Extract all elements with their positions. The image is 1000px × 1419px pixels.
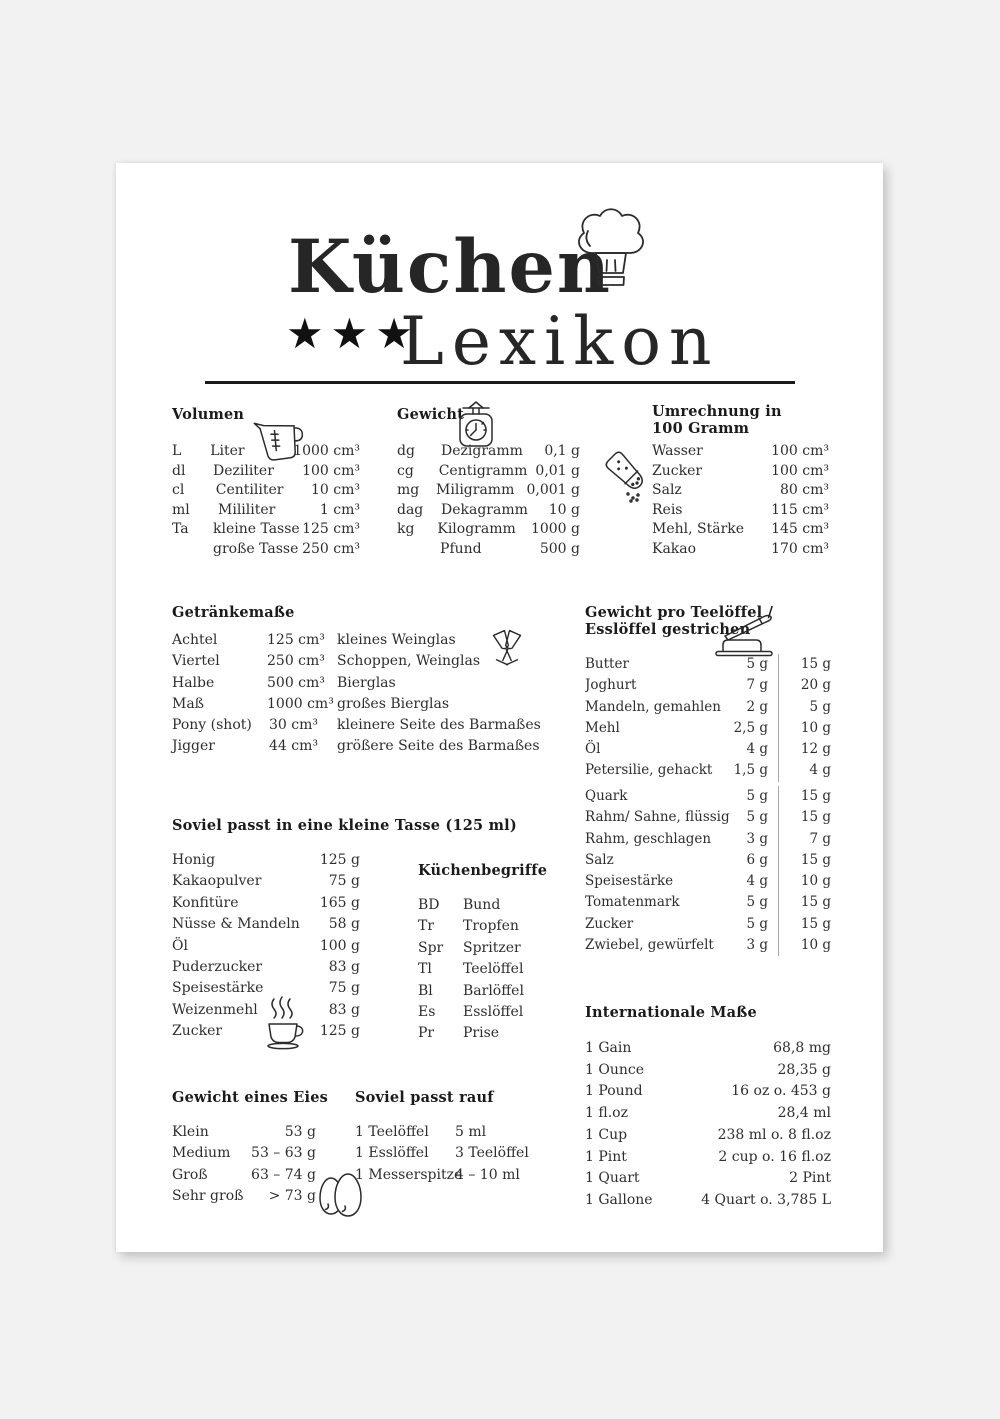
unit-abbr: dl bbox=[172, 462, 186, 479]
spoon-value: 4 – 10 ml bbox=[455, 1166, 520, 1183]
measure-name: Pony (shot) bbox=[172, 717, 252, 734]
term-name: Bund bbox=[463, 897, 501, 913]
umrechnung-heading-line2: 100 Gramm bbox=[652, 420, 750, 437]
measure-value: 30 cm³ bbox=[269, 717, 318, 734]
table-row bbox=[172, 957, 360, 978]
table-row bbox=[172, 630, 592, 651]
table-row bbox=[585, 829, 831, 850]
measure-name: Achtel bbox=[172, 632, 218, 648]
unit-name: Centiliter bbox=[215, 482, 284, 498]
table-row bbox=[397, 501, 580, 521]
ingredient-name: Kakao bbox=[652, 540, 697, 557]
teaspoon-value: 5 g bbox=[746, 915, 768, 932]
table-row bbox=[172, 850, 360, 871]
measure-value: 16 oz o. 453 g bbox=[731, 1083, 831, 1100]
ingredient-name: Salz bbox=[585, 851, 614, 868]
table-row bbox=[585, 654, 831, 675]
title-divider-rule bbox=[205, 381, 795, 384]
egg-size: Klein bbox=[172, 1124, 209, 1140]
unit-name: Centigramm bbox=[438, 462, 528, 479]
unit-value: 500 g bbox=[539, 540, 580, 557]
table-row bbox=[418, 1023, 558, 1044]
tablespoon-value: 10 g bbox=[778, 718, 831, 739]
butter-knife-icon bbox=[713, 609, 775, 657]
table-row bbox=[652, 442, 829, 462]
teaspoon-value: 3 g bbox=[746, 830, 768, 847]
term-name: Teelöffel bbox=[463, 961, 524, 978]
ingredient-value: 83 g bbox=[328, 1001, 360, 1018]
ingredient-name: Honig bbox=[172, 852, 216, 868]
table-row bbox=[585, 718, 831, 739]
gewicht-table bbox=[397, 442, 580, 559]
teaspoon-value: 5 g bbox=[746, 656, 768, 672]
ingredient-name: Mehl, Stärke bbox=[652, 521, 745, 537]
measure-name: 1 Gain bbox=[585, 1040, 632, 1056]
egg-size: Groß bbox=[172, 1166, 208, 1183]
tablespoon-value: 15 g bbox=[778, 850, 831, 871]
gewicht-heading: Gewicht bbox=[397, 406, 465, 423]
kuechenbegriffe-table bbox=[418, 895, 558, 1045]
term-abbr: Bl bbox=[418, 982, 433, 999]
umrechnung-heading-line1: Umrechnung in bbox=[652, 403, 782, 420]
ingredient-value: 100 g bbox=[319, 937, 360, 954]
ingredient-value: 145 cm³ bbox=[771, 521, 829, 537]
table-row bbox=[355, 1165, 567, 1186]
term-abbr: Tr bbox=[418, 918, 435, 935]
table-row bbox=[585, 1190, 831, 1212]
unit-value: 1000 cm³ bbox=[293, 443, 360, 459]
title-word-lexikon: Lexikon bbox=[400, 303, 720, 380]
ingredient-value: 125 g bbox=[319, 852, 360, 868]
unit-abbr: L bbox=[172, 443, 182, 459]
measure-value: 28,35 g bbox=[777, 1061, 831, 1078]
table-row bbox=[172, 442, 360, 462]
table-row bbox=[585, 1081, 831, 1103]
tablespoon-value: 20 g bbox=[778, 675, 831, 696]
loeffel-heading-line2: Esslöffel gestrichen bbox=[585, 621, 751, 638]
table-row bbox=[418, 1002, 558, 1023]
poster-page bbox=[116, 163, 883, 1252]
ingredient-value: 125 g bbox=[319, 1023, 360, 1040]
ingredient-name: Kakaopulver bbox=[172, 873, 262, 890]
measure-name: 1 Pint bbox=[585, 1148, 627, 1165]
spoon-value: 5 ml bbox=[455, 1124, 487, 1140]
ingredient-name: Konfitüre bbox=[172, 894, 239, 911]
term-abbr: Es bbox=[418, 1004, 436, 1021]
term-name: Barlöffel bbox=[463, 982, 524, 999]
ingredient-name: Öl bbox=[172, 937, 188, 954]
teaspoon-value: 1,5 g bbox=[733, 762, 768, 779]
table-row bbox=[652, 481, 829, 501]
ingredient-name: Joghurt bbox=[585, 677, 637, 694]
table-row bbox=[585, 935, 831, 956]
measure-value: 125 cm³ bbox=[267, 632, 325, 648]
unit-name: Mililiter bbox=[218, 501, 276, 518]
ingredient-name: Zucker bbox=[652, 462, 703, 479]
table-row bbox=[355, 1122, 567, 1143]
unit-name: Deziliter bbox=[212, 462, 274, 479]
international-table bbox=[585, 1038, 831, 1212]
tablespoon-value: 10 g bbox=[778, 871, 831, 892]
ingredient-name: Puderzucker bbox=[172, 959, 263, 976]
table-row bbox=[585, 675, 831, 696]
table-row bbox=[397, 462, 580, 482]
measure-name: Viertel bbox=[172, 653, 220, 670]
table-row bbox=[585, 697, 831, 718]
kuechenbegriffe-heading: Küchenbegriffe bbox=[418, 862, 548, 879]
unit-name: Pfund bbox=[440, 540, 482, 557]
unit-abbr: ml bbox=[172, 501, 190, 518]
teaspoon-value: 2,5 g bbox=[733, 719, 768, 736]
loeffel-table-group1 bbox=[585, 654, 831, 782]
teaspoon-value: 2 g bbox=[746, 698, 768, 715]
eies-heading: Gewicht eines Eies bbox=[172, 1089, 328, 1106]
measure-value: 250 cm³ bbox=[267, 653, 325, 670]
ingredient-name: Tomatenmark bbox=[585, 894, 680, 911]
measure-value: 2 Pint bbox=[789, 1170, 831, 1187]
measure-description: kleinere Seite des Barmaßes bbox=[337, 717, 541, 734]
volumen-table bbox=[172, 442, 360, 559]
ingredient-name: Quark bbox=[585, 788, 628, 804]
table-row bbox=[172, 501, 360, 521]
tablespoon-value: 15 g bbox=[778, 807, 831, 828]
tablespoon-value: 15 g bbox=[778, 786, 831, 807]
table-row bbox=[585, 1103, 831, 1125]
table-row bbox=[585, 807, 831, 828]
table-row bbox=[172, 736, 592, 757]
tablespoon-value: 4 g bbox=[778, 760, 831, 781]
table-row bbox=[172, 520, 360, 540]
table-row bbox=[585, 760, 831, 781]
table-row bbox=[585, 871, 831, 892]
term-name: Prise bbox=[463, 1025, 500, 1042]
measure-value: 44 cm³ bbox=[269, 738, 318, 755]
ingredient-value: 80 cm³ bbox=[780, 482, 829, 498]
measure-value: 28,4 ml bbox=[777, 1105, 831, 1122]
measure-value: 500 cm³ bbox=[267, 674, 325, 691]
table-row bbox=[172, 1165, 316, 1186]
spoon-name: 1 Teelöffel bbox=[355, 1124, 429, 1140]
table-row bbox=[652, 501, 829, 521]
measure-name: 1 Quart bbox=[585, 1170, 640, 1187]
measure-value: 2 cup o. 16 fl.oz bbox=[718, 1148, 831, 1165]
egg-weight: 63 – 74 g bbox=[251, 1166, 316, 1183]
table-row bbox=[418, 959, 558, 980]
table-row bbox=[585, 1038, 831, 1060]
unit-value: 0,01 g bbox=[535, 462, 580, 479]
ingredient-name: Butter bbox=[585, 656, 629, 672]
eies-table bbox=[172, 1122, 316, 1208]
table-row bbox=[397, 520, 580, 540]
measure-description: Bierglas bbox=[337, 674, 396, 691]
egg-size: Sehr groß bbox=[172, 1188, 244, 1205]
teaspoon-value: 5 g bbox=[746, 788, 768, 804]
table-row bbox=[172, 1143, 316, 1164]
ingredient-value: 165 g bbox=[319, 894, 360, 911]
measure-name: Halbe bbox=[172, 674, 215, 691]
term-name: Spritzer bbox=[463, 939, 521, 956]
ingredient-name: Petersilie, gehackt bbox=[585, 762, 713, 779]
table-row bbox=[172, 715, 592, 736]
tablespoon-value: 7 g bbox=[778, 829, 831, 850]
measure-name: 1 fl.oz bbox=[585, 1105, 628, 1122]
table-row bbox=[397, 540, 580, 560]
tablespoon-value: 10 g bbox=[778, 935, 831, 956]
teaspoon-value: 4 g bbox=[746, 741, 768, 758]
egg-weight: > 73 g bbox=[268, 1188, 316, 1205]
ingredient-name: Mehl bbox=[585, 719, 620, 736]
ingredient-name: Zucker bbox=[172, 1023, 223, 1040]
table-row bbox=[172, 871, 360, 892]
measure-value: 4 Quart o. 3,785 L bbox=[701, 1191, 831, 1208]
term-abbr: Spr bbox=[418, 939, 444, 956]
measure-description: größere Seite des Barmaßes bbox=[337, 738, 540, 755]
table-row bbox=[397, 442, 580, 462]
unit-value: 0,1 g bbox=[544, 443, 580, 459]
rauf-heading: Soviel passt rauf bbox=[355, 1089, 494, 1106]
spoon-name: 1 Messerspitze bbox=[355, 1166, 463, 1183]
term-abbr: Tl bbox=[418, 961, 432, 978]
measure-name: 1 Ounce bbox=[585, 1061, 644, 1078]
table-row bbox=[585, 850, 831, 871]
table-row bbox=[585, 1168, 831, 1190]
measure-description: kleines Weinglas bbox=[337, 632, 456, 648]
unit-name: Miligramm bbox=[436, 482, 515, 498]
ingredient-name: Speisestärke bbox=[585, 873, 674, 890]
table-row bbox=[172, 914, 360, 935]
unit-abbr: cl bbox=[172, 482, 185, 498]
tablespoon-value: 15 g bbox=[778, 654, 831, 675]
ingredient-name: Mandeln, gemahlen bbox=[585, 698, 721, 715]
ingredient-value: 170 cm³ bbox=[771, 540, 829, 557]
unit-name: Dekagramm bbox=[441, 501, 528, 518]
ingredient-name: Rahm, geschlagen bbox=[585, 830, 712, 847]
table-row bbox=[172, 694, 592, 715]
table-row bbox=[585, 914, 831, 935]
table-row bbox=[652, 462, 829, 482]
title-word-kuchen: Küchen bbox=[288, 224, 612, 310]
table-row bbox=[172, 1122, 316, 1143]
measure-name: 1 Cup bbox=[585, 1126, 628, 1143]
table-row bbox=[172, 462, 360, 482]
table-row bbox=[585, 786, 831, 807]
ingredient-name: Salz bbox=[652, 482, 682, 498]
unit-abbr: kg bbox=[397, 521, 415, 537]
measure-name: 1 Pound bbox=[585, 1083, 643, 1100]
unit-name: Liter bbox=[210, 443, 245, 459]
ingredient-name: Öl bbox=[585, 741, 601, 758]
term-name: Tropfen bbox=[463, 918, 519, 935]
table-row bbox=[172, 893, 360, 914]
chef-hat-icon bbox=[572, 207, 650, 291]
ingredient-name: Zwiebel, gewürfelt bbox=[585, 937, 714, 954]
ingredient-value: 75 g bbox=[328, 873, 360, 890]
table-row bbox=[172, 1186, 316, 1207]
unit-value: 250 cm³ bbox=[302, 540, 360, 557]
measure-value: 68,8 mg bbox=[773, 1040, 831, 1056]
ingredient-value: 83 g bbox=[328, 959, 360, 976]
ingredient-name: Zucker bbox=[585, 915, 634, 932]
unit-abbr: dag bbox=[397, 501, 424, 518]
volumen-heading: Volumen bbox=[172, 406, 245, 423]
unit-name: große Tasse bbox=[212, 540, 299, 557]
rauf-table bbox=[355, 1122, 567, 1186]
ingredient-value: 115 cm³ bbox=[771, 501, 829, 518]
unit-abbr: dg bbox=[397, 443, 415, 459]
measure-description: großes Bierglas bbox=[337, 695, 450, 712]
table-row bbox=[397, 481, 580, 501]
salt-shaker-icon bbox=[602, 447, 648, 503]
three-stars-icon: ★★★ bbox=[286, 309, 420, 358]
ingredient-name: Speisestärke bbox=[172, 980, 264, 997]
egg-size: Medium bbox=[172, 1145, 231, 1162]
unit-value: 125 cm³ bbox=[302, 521, 360, 537]
getraenkemasse-table bbox=[172, 630, 592, 758]
loeffel-heading-line1: Gewicht pro Teelöffel / bbox=[585, 604, 774, 621]
unit-value: 10 cm³ bbox=[311, 482, 360, 498]
teaspoon-value: 3 g bbox=[746, 937, 768, 954]
measure-name: Maß bbox=[172, 695, 205, 712]
table-row bbox=[585, 739, 831, 760]
table-row bbox=[585, 1125, 831, 1147]
measure-value: 238 ml o. 8 fl.oz bbox=[717, 1126, 831, 1143]
measure-name: 1 Gallone bbox=[585, 1191, 653, 1208]
ingredient-name: Rahm/ Sahne, flüssig bbox=[585, 809, 730, 826]
table-row bbox=[418, 938, 558, 959]
ingredient-value: 75 g bbox=[328, 980, 360, 997]
table-row bbox=[652, 520, 829, 540]
table-row bbox=[418, 916, 558, 937]
unit-value: 1 cm³ bbox=[319, 501, 360, 518]
international-heading: Internationale Maße bbox=[585, 1004, 757, 1021]
table-row bbox=[652, 540, 829, 560]
unit-name: kleine Tasse bbox=[212, 521, 300, 537]
unit-name: Dezigramm bbox=[441, 443, 523, 459]
measure-description: Schoppen, Weinglas bbox=[337, 653, 481, 670]
table-row bbox=[585, 1147, 831, 1169]
umrechnung-heading bbox=[652, 403, 782, 437]
getraenkemasse-heading: Getränkemaße bbox=[172, 604, 295, 621]
tablespoon-value: 12 g bbox=[778, 739, 831, 760]
term-abbr: BD bbox=[418, 897, 440, 913]
teaspoon-value: 5 g bbox=[746, 809, 768, 826]
measure-value: 1000 cm³ bbox=[267, 695, 334, 712]
table-row bbox=[172, 540, 360, 560]
unit-value: 1000 g bbox=[530, 521, 580, 537]
teaspoon-value: 5 g bbox=[746, 894, 768, 911]
ingredient-name: Weizenmehl bbox=[172, 1001, 258, 1018]
table-row bbox=[172, 673, 592, 694]
unit-abbr: Ta bbox=[172, 521, 189, 537]
table-row bbox=[418, 895, 558, 916]
coffee-cup-icon bbox=[262, 995, 304, 1051]
ingredient-name: Reis bbox=[652, 501, 683, 518]
tablespoon-value: 15 g bbox=[778, 892, 831, 913]
spoon-name: 1 Esslöffel bbox=[355, 1145, 429, 1162]
egg-weight: 53 – 63 g bbox=[251, 1145, 316, 1162]
unit-value: 10 g bbox=[548, 501, 580, 518]
ingredient-value: 58 g bbox=[328, 916, 360, 933]
ingredient-value: 100 cm³ bbox=[771, 462, 829, 479]
unit-abbr: mg bbox=[397, 482, 420, 498]
table-row bbox=[418, 981, 558, 1002]
table-row bbox=[172, 936, 360, 957]
tasse-heading: Soviel passt in eine kleine Tasse (125 ml) bbox=[172, 817, 517, 834]
unit-value: 100 cm³ bbox=[302, 462, 360, 479]
term-name: Esslöffel bbox=[463, 1004, 524, 1021]
table-row bbox=[355, 1143, 567, 1164]
ingredient-name: Wasser bbox=[652, 443, 703, 459]
tablespoon-value: 5 g bbox=[778, 697, 831, 718]
umrechnung-table bbox=[652, 442, 829, 559]
ingredient-name: Nüsse & Mandeln bbox=[172, 916, 300, 933]
term-abbr: Pr bbox=[418, 1025, 435, 1042]
teaspoon-value: 4 g bbox=[746, 873, 768, 890]
measure-name: Jigger bbox=[172, 738, 215, 755]
table-row bbox=[585, 1060, 831, 1082]
unit-value: 0,001 g bbox=[526, 482, 580, 498]
table-row bbox=[172, 481, 360, 501]
unit-name: Kilogramm bbox=[437, 521, 516, 537]
unit-abbr: cg bbox=[397, 462, 414, 479]
tablespoon-value: 15 g bbox=[778, 914, 831, 935]
egg-weight: 53 g bbox=[284, 1124, 316, 1140]
table-row bbox=[172, 651, 592, 672]
spoon-value: 3 Teelöffel bbox=[455, 1145, 529, 1162]
teaspoon-value: 6 g bbox=[746, 851, 768, 868]
table-row bbox=[585, 892, 831, 913]
ingredient-value: 100 cm³ bbox=[771, 443, 829, 459]
loeffel-table-group2 bbox=[585, 786, 831, 956]
teaspoon-value: 7 g bbox=[746, 677, 768, 694]
